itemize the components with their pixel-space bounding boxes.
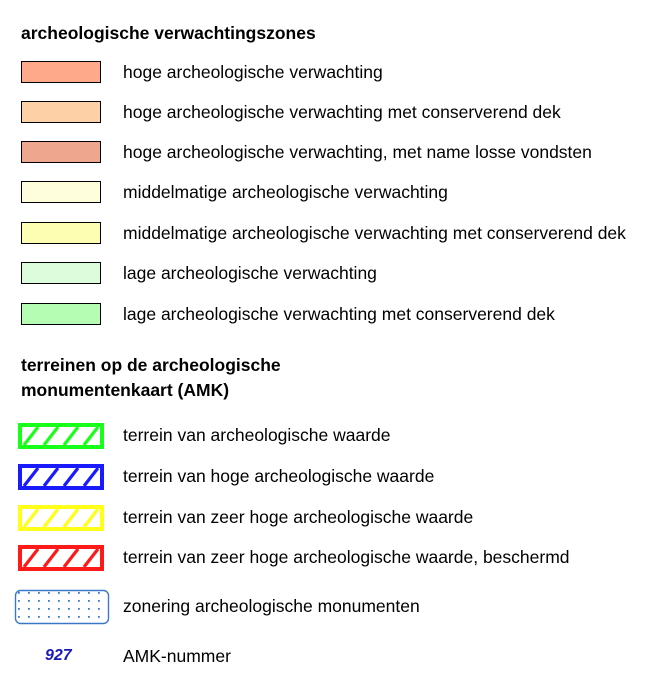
legend-row-zone [0, 141, 661, 171]
legend-row-zone [0, 61, 661, 91]
legend-row-zone [0, 262, 661, 292]
zone-swatch [21, 141, 101, 163]
hatch-swatch [18, 545, 104, 571]
zone-swatch [21, 222, 101, 244]
legend-row-zone [0, 181, 661, 211]
zone-label: lage archeologische verwachting met conserverend dek [123, 304, 555, 324]
amk-number-label: AMK-nummer [123, 646, 231, 666]
amk-label: terrein van zeer hoge archeologische waarde [123, 507, 474, 527]
hatch-swatch [18, 505, 104, 531]
legend-row-amk [0, 546, 661, 576]
legend-row-amk [0, 465, 661, 495]
zone-swatch [21, 61, 101, 83]
legend-row-amk [0, 424, 661, 454]
amk-label: terrein van hoge archeologische waarde [123, 466, 435, 486]
zone-label: hoge archeologische verwachting [123, 62, 383, 82]
zone-label: middelmatige archeologische verwachting met conserverend dek [123, 223, 626, 243]
amk-heading-line1: terreinen op de archeologische [21, 355, 281, 375]
zonering-label: zonering archeologische monumenten [123, 596, 420, 616]
hatch-swatch [18, 423, 104, 449]
amk-heading-line2: monumentenkaart (AMK) [21, 380, 230, 400]
zones-heading: archeologische verwachtingszones [21, 23, 316, 43]
legend-row-amk-number [0, 645, 661, 675]
zone-label: middelmatige archeologische verwachting [123, 182, 448, 202]
legend-row-zonering [0, 595, 661, 625]
amk-number-sample: 927 [45, 647, 72, 664]
zone-swatch [21, 303, 101, 325]
amk-label: terrein van zeer hoge archeologische waarde, beschermd [123, 547, 570, 567]
legend-row-zone [0, 222, 661, 252]
zone-swatch [21, 262, 101, 284]
hatch-swatch [18, 464, 104, 490]
zone-label: hoge archeologische verwachting met conserverend dek [123, 102, 561, 122]
zone-swatch [21, 181, 101, 203]
legend-row-zone [0, 303, 661, 333]
zone-label: hoge archeologische verwachting, met name losse vondsten [123, 142, 592, 162]
zone-label: lage archeologische verwachting [123, 263, 377, 283]
legend-row-amk [0, 506, 661, 536]
dotted-swatch [14, 589, 110, 625]
amk-label: terrein van archeologische waarde [123, 425, 391, 445]
zone-swatch [21, 101, 101, 123]
legend-row-zone [0, 101, 661, 131]
